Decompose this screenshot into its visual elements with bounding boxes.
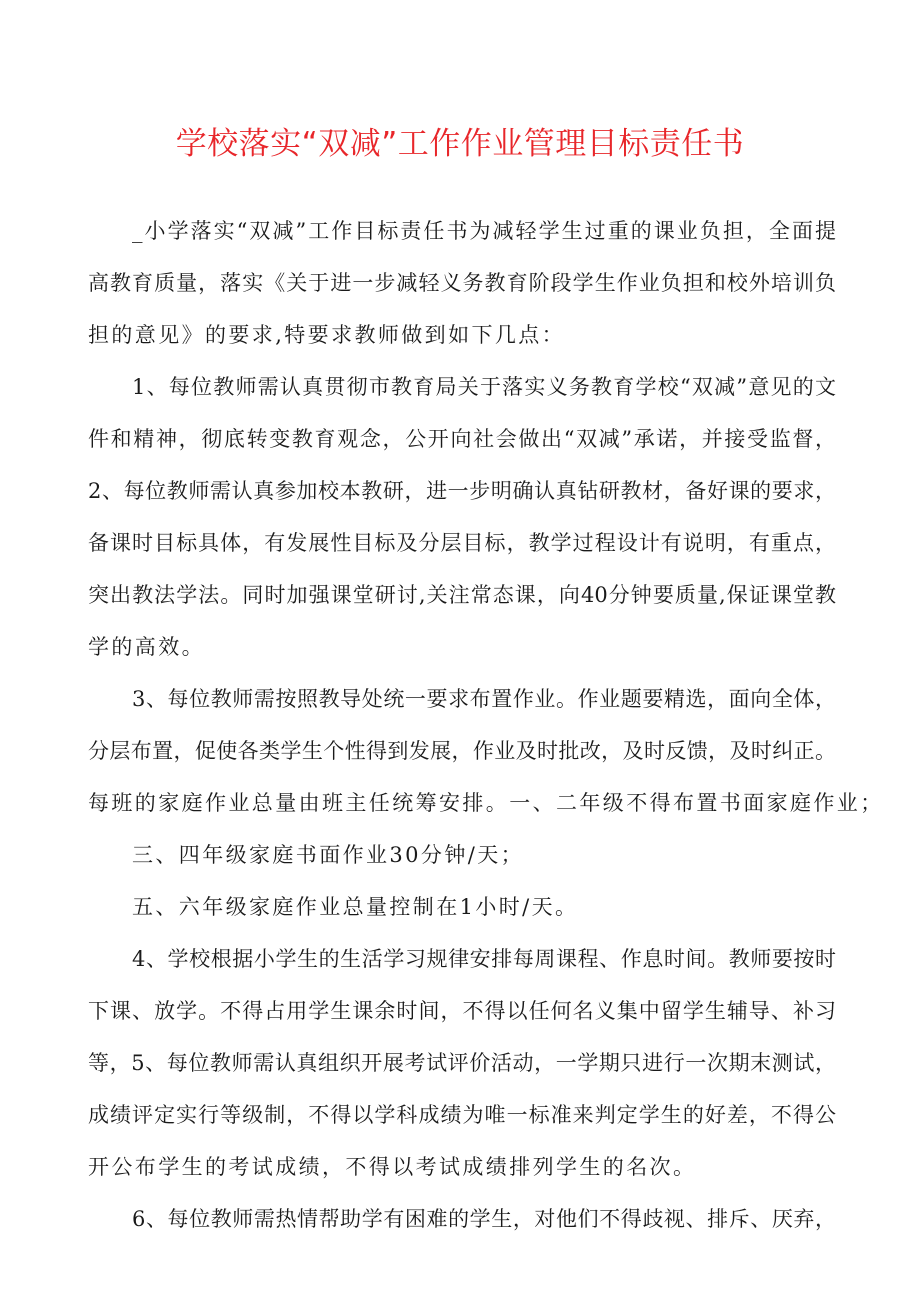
paragraph-line: 备课时目标具体，有发展性目标及分层目标，教学过程设计有说明，有重点， <box>88 531 836 555</box>
paragraph-line: 分层布置，促使各类学生个性得到发展，作业及时批改，及时反馈，及时纠正。 <box>88 739 836 763</box>
paragraph-line: 五、六年级家庭作业总量控制在1小时/天。 <box>132 895 579 919</box>
paragraph-line: 等，5、每位教师需认真组织开展考试评价活动，一学期只进行一次期末测试， <box>88 1051 836 1075</box>
paragraph-line: 三、四年级家庭书面作业30分钟/天； <box>132 843 524 867</box>
paragraph-line: 2、每位教师需认真参加校本教研，进一步明确认真钻研教材，备好课的要求， <box>88 479 836 503</box>
paragraph-line: _小学落实“双减”工作目标责任书为减轻学生过重的课业负担，全面提 <box>132 219 836 243</box>
paragraph-line: 高教育质量，落实《关于进一步减轻义务教育阶段学生作业负担和校外培训负 <box>88 271 836 295</box>
paragraph-line: 4、学校根据小学生的生活学习规律安排每周课程、作息时间。教师要按时 <box>132 947 836 971</box>
paragraph-line: 成绩评定实行等级制，不得以学科成绩为唯一标准来判定学生的好差，不得公 <box>88 1103 836 1127</box>
paragraph-line: 下课、放学。不得占用学生课余时间，不得以任何名义集中留学生辅导、补习 <box>88 999 836 1023</box>
paragraph-line: 学的高效。 <box>88 635 205 659</box>
document-title: 学校落实“双减”工作作业管理目标责任书 <box>175 126 745 162</box>
paragraph-line: 每班的家庭作业总量由班主任统筹安排。一、二年级不得布置书面家庭作业； <box>88 791 884 815</box>
paragraph-line: 3、每位教师需按照教导处统一要求布置作业。作业题要精选，面向全体， <box>132 687 836 711</box>
paragraph-line: 突出教法学法。同时加强课堂研讨,关注常态课，向40分钟要质量,保证课堂教 <box>88 583 836 607</box>
paragraph-line: 6、每位教师需热情帮助学有困难的学生，对他们不得歧视、排斥、厌弃， <box>132 1207 836 1231</box>
paragraph-line: 件和精神，彻底转变教育观念，公开向社会做出“双减”承诺，并接受监督， <box>88 427 836 451</box>
paragraph-line: 担的意见》的要求,特要求教师做到如下几点： <box>88 323 566 347</box>
paragraph-line: 开公布学生的考试成绩，不得以考试成绩排列学生的名次。 <box>88 1155 697 1179</box>
paragraph-line: 1、每位教师需认真贯彻市教育局关于落实义务教育学校“双减”意见的文 <box>132 375 836 399</box>
